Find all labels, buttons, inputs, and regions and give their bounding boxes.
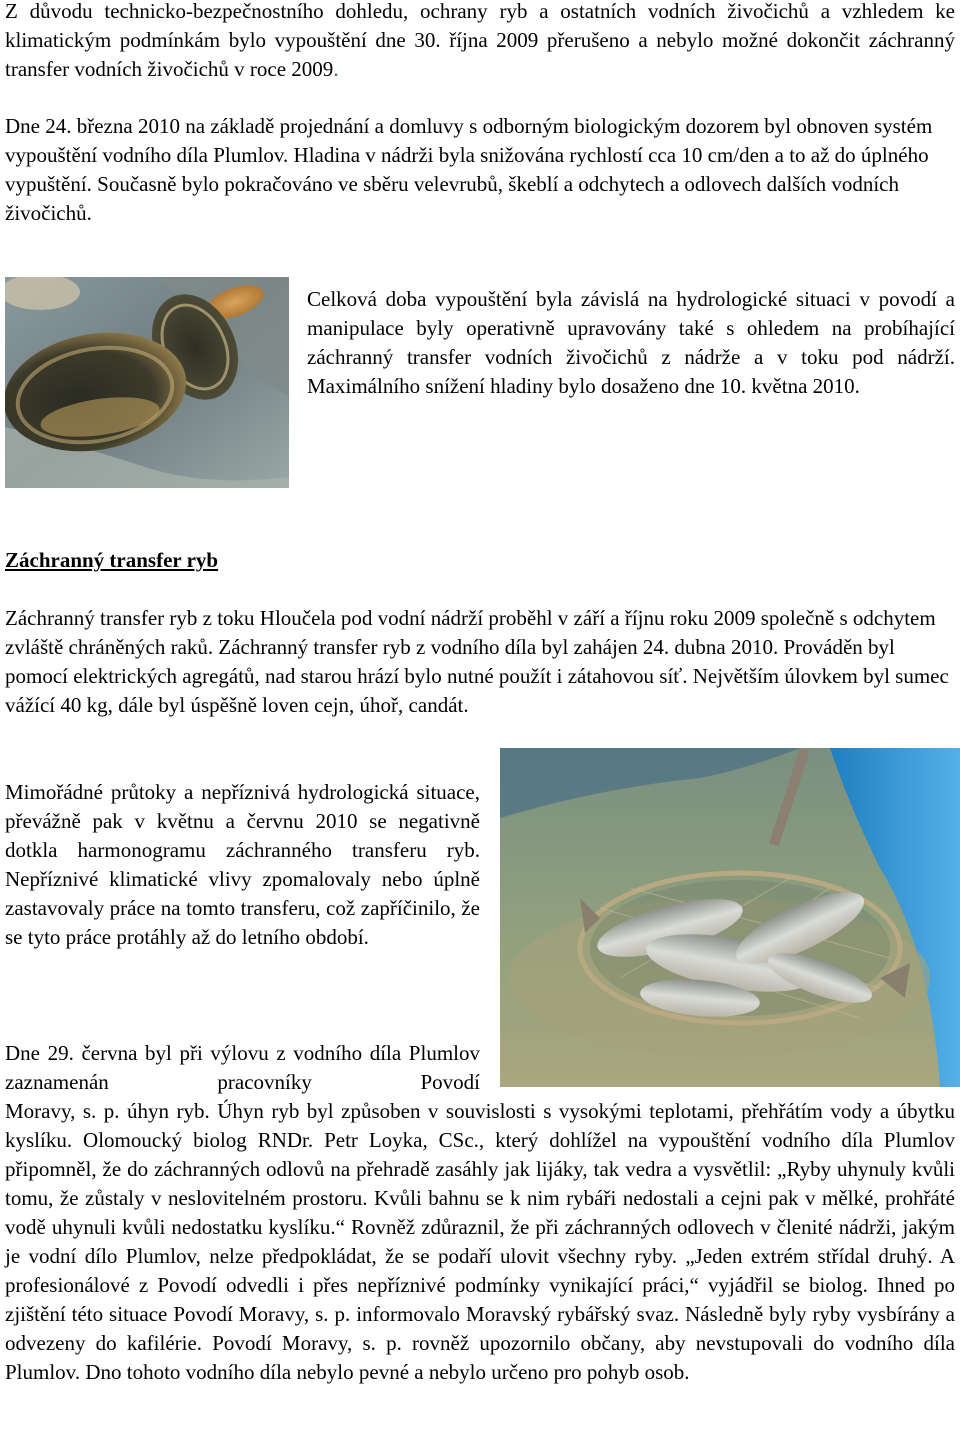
paragraph-suspension-text: Z důvodu technicko-bezpečnostního dohledu, ochrany ryb a ostatních vodních živočichů a vzhledem ke klimatickým podmínkám bylo vypouštění dne 30. října 2009 přerušeno a nebylo možné dokončit záchranný transfer vodních živočichů v roce 2009 [5,0,955,81]
paragraph-suspension-end: . [333,57,339,81]
section-heading: Záchranný transfer ryb [5,548,219,572]
paragraph-suspension [5,0,955,84]
paragraph-conditions: Mimořádné průtoky a nepříznivá hydrologická situace, převážně pak v květnu a červnu 2010 se negativně dotkla harmonogramu záchranného transferu ryb. Nepříznivé klimatické vlivy zpomalovaly nebo úplně zastavovaly práce na tomto transferu, což zapříčinilo, že se tyto práce protáhly až do letního období. [5,780,480,949]
fish-net-photo [500,748,960,1087]
paragraph-fish-transfer: Záchranný transfer ryb z toku Hloučela pod vodní nádrží proběhl v září a říjnu roku 2009 společně s odchytem zvláště chráněných raků. Záchranný transfer ryb z vodního díla byl zahájen 24. dubna 2010. Prováděn byl pomocí elektrických agregátů, nad starou hrází bylo nutné použít i zátahovou síť. Největším úlovkem byl sumec vážící 40 kg, dále byl úspěšně loven cejn, úhoř, candát. [5,606,949,717]
paragraph-fish-death-start: Dne 29. června byl při výlovu z vodního díla Plumlov zaznamenán pracovníky Povodí [5,1041,480,1094]
paragraph-restart: Dne 24. března 2010 na základě projednání a domluvy s odborným biologickým dozorem byl obnoven systém vypouštění vodního díla Plumlov. Hladina v nádrži byla snižována rychlostí cca 10 cm/den a to až do úplného vypuštění. Současně bylo pokračováno ve sběru velevrubů, škeblí a odchytech a odlovech dalších vodních živočichů. [5,114,933,225]
paragraph-duration: Celková doba vypouštění byla závislá na hydrologické situaci v povodí a manipulace byly operativně upravovány také s ohledem na probíhající záchranný transfer vodních živočichů z nádrže a v toku pod nádrží. Maximálního snížení hladiny bylo dosaženo dne 10. května 2010. [307,287,955,398]
paragraph-fish-death-rest: Moravy, s. p. úhyn ryb. Úhyn ryb byl způsoben v souvislosti s vysokými teplotami, přehřátím vody a úbytku kyslíku. Olomoucký biolog RNDr. Petr Loyka, CSc., který dohlížel na vypouštění vodního díla Plumlov připomněl, že do záchranných odlovů na přehradě zasáhly jak lijáky, tak vedra a vysvětlil: „Ryby uhynuly kvůli tomu, že zůstaly v neslovitelném prostoru. Kvůli bahnu se k nim rybáři nedostali a cejni pak v mělké, prohřáté vodě uhynuli kvůli nedostatku kyslíku.“ Rovněž zdůraznil, že při záchranných odlovech v členité nádrži, jakým je vodní dílo Plumlov, nelze předpokládat, že se podaří ulovit všechny ryby. „Jeden extrém střídal druhý. A profesionálové z Povodí odvedli i přes nepříznivé podmínky vynikající práci,“ vyjádřil se biolog. Ihned po zjištění této situace Povodí Moravy, s. p. informovalo Moravský rybářský svaz. Následně byly ryby vysbírány a odvezeny do kafilérie. Povodí Moravy, s. p. rovněž upozornilo občany, aby nevstupovali do vodního díla Plumlov. Dno tohoto vodního díla nebylo pevné a nebylo určeno pro pohyb osob. [5,1099,955,1384]
mussels-photo [5,277,289,488]
